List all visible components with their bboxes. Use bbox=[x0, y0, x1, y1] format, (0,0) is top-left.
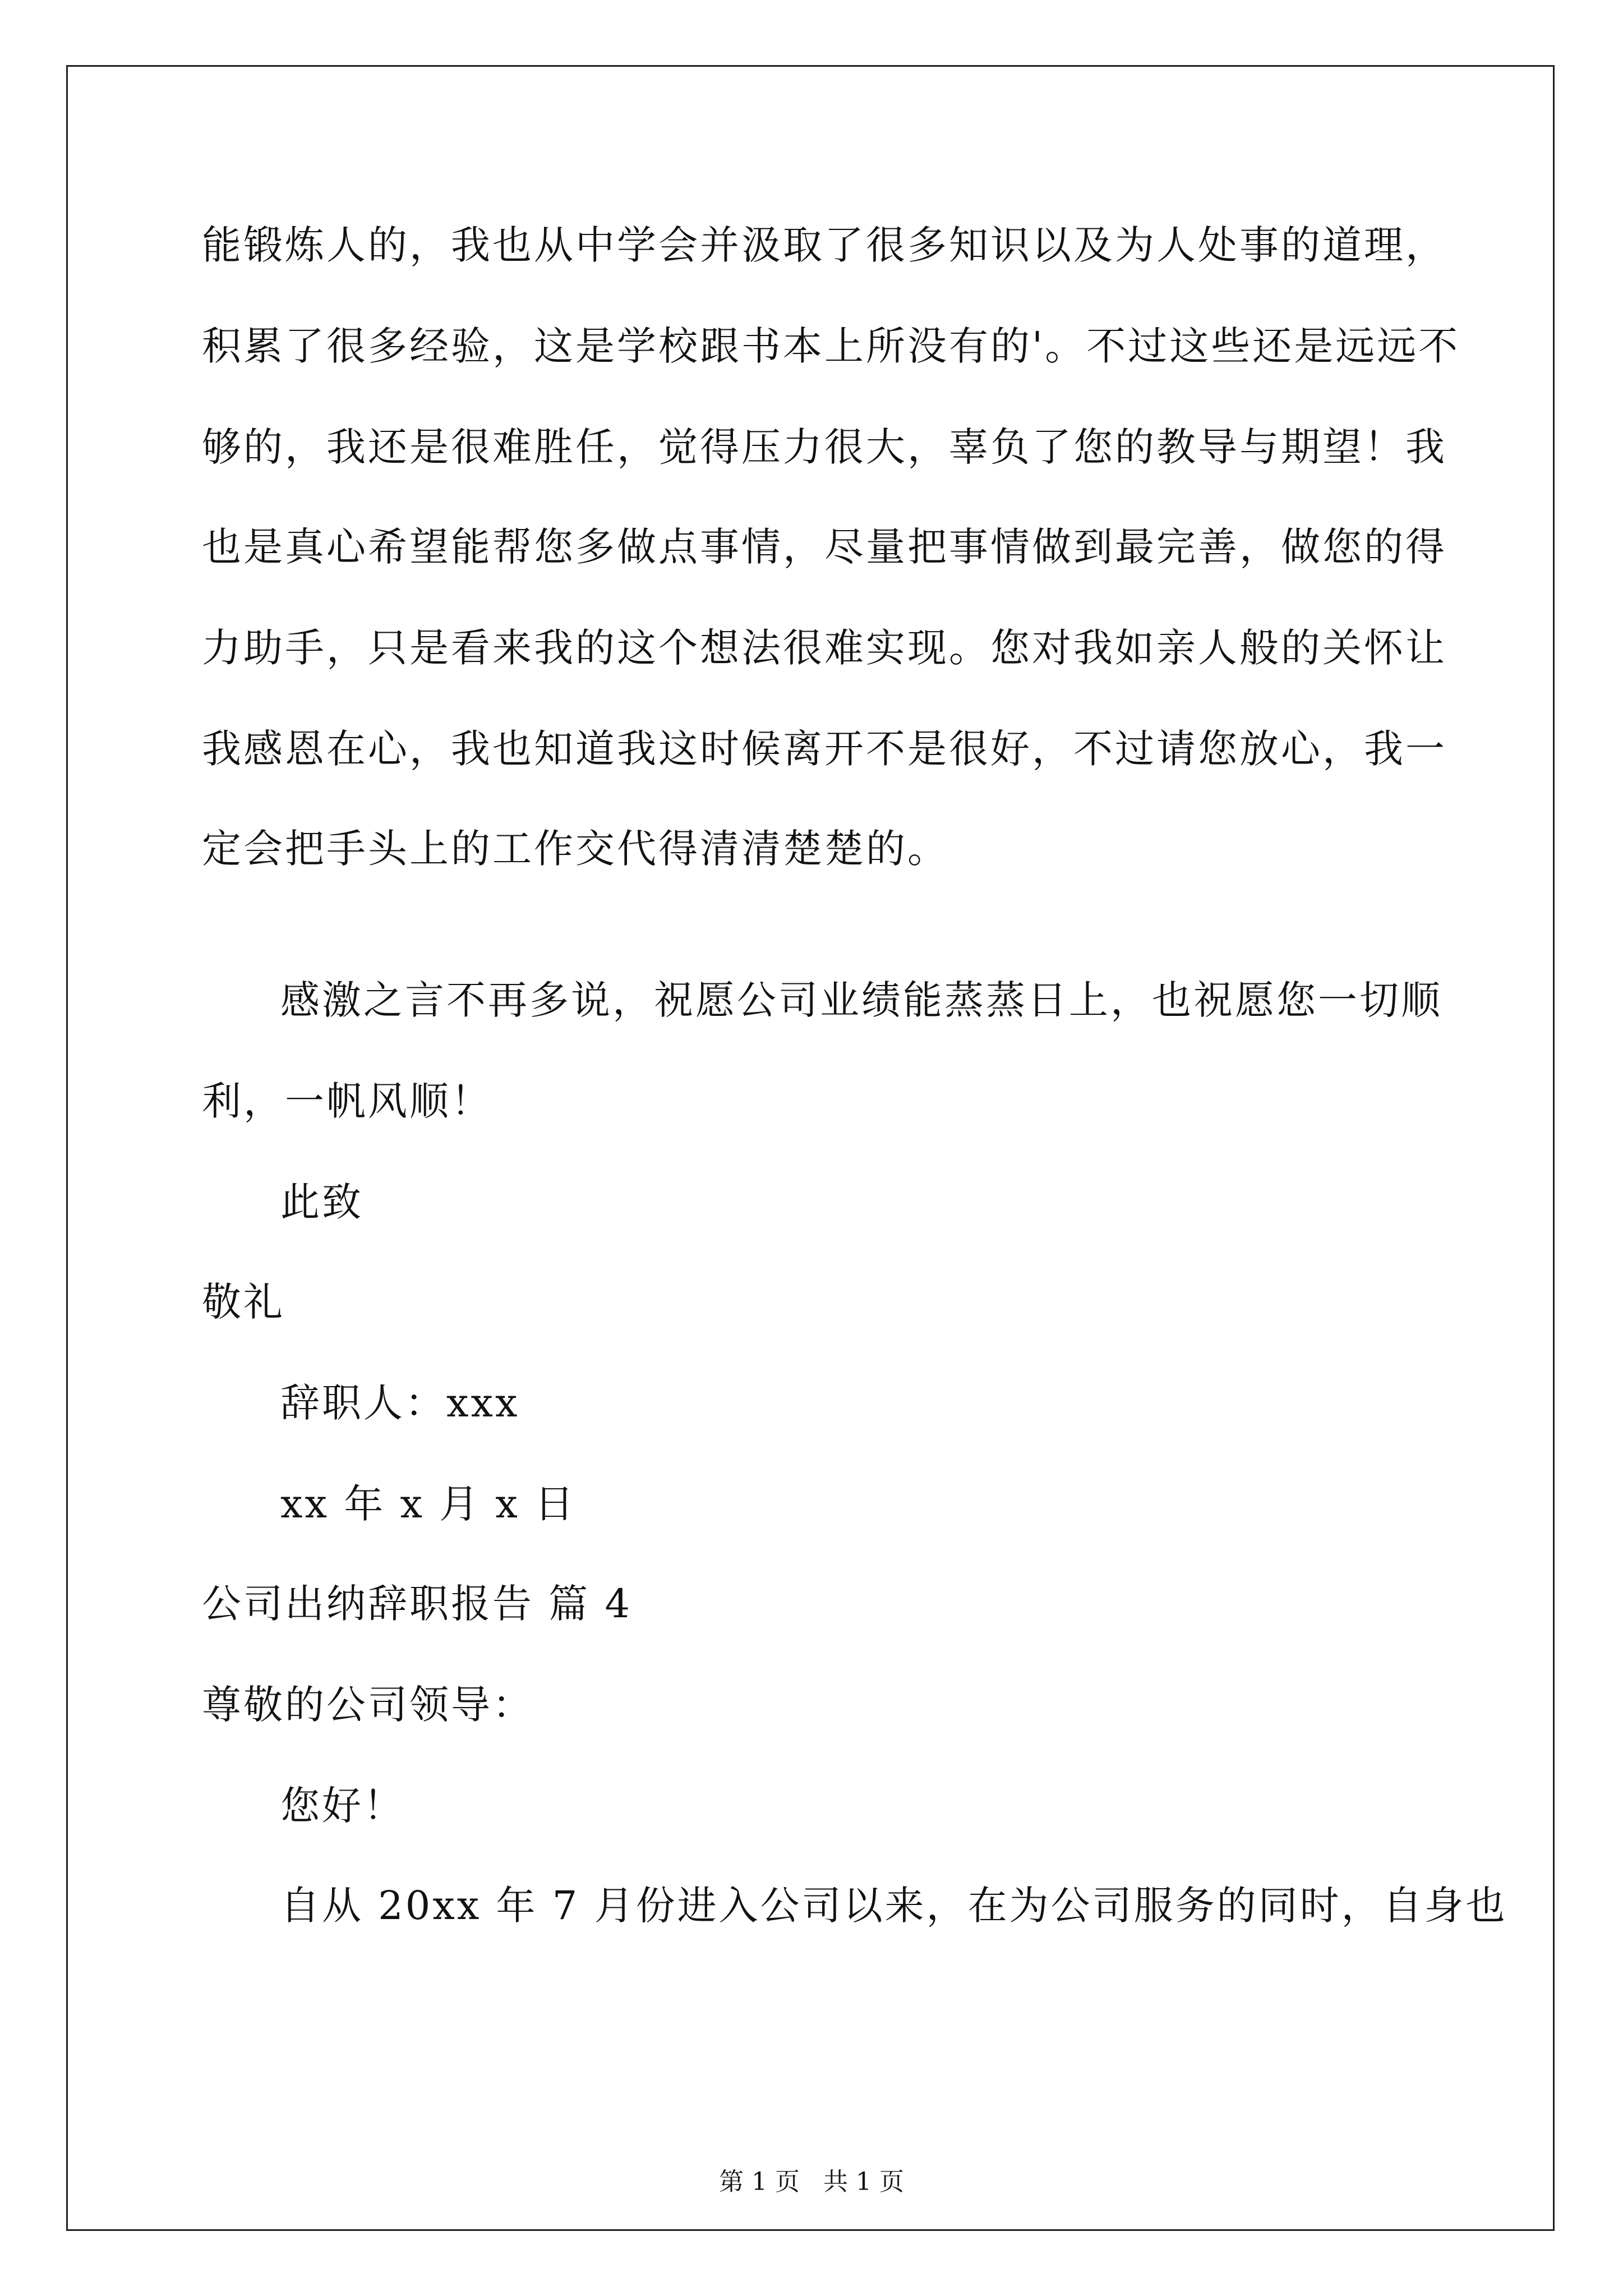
body-line: 力助手，只是看来我的这个想法很难实现。您对我如亲人般的关怀让 bbox=[202, 625, 1447, 671]
body-line: 定会把手头上的工作交代得清清楚楚的。 bbox=[202, 826, 949, 872]
body-line: 感激之言不再多说，祝愿公司业绩能蒸蒸日上，也祝愿您一切顺 bbox=[280, 977, 1442, 1023]
signature-name: 辞职人：xxx bbox=[280, 1380, 520, 1426]
body-line: 也是真心希望能帮您多做点事情，尽量把事情做到最完善，做您的得 bbox=[202, 524, 1447, 570]
page-footer: 第 1 页 共 1 页 bbox=[719, 2168, 904, 2196]
body-line: 自从 20xx 年 7 月份进入公司以来，在为公司服务的同时，自身也 bbox=[280, 1883, 1507, 1929]
body-line: 够的，我还是很难胜任，觉得压力很大，辜负了您的教导与期望！我 bbox=[202, 424, 1447, 470]
signature-date: xx 年 x 月 x 日 bbox=[280, 1481, 577, 1527]
body-line: 我感恩在心，我也知道我这时候离开不是很好，不过请您放心，我一 bbox=[202, 726, 1447, 772]
section-heading: 公司出纳辞职报告 篇 4 bbox=[202, 1581, 633, 1627]
body-line: 利，一帆风顺！ bbox=[202, 1078, 492, 1124]
closing-salutation: 此致 bbox=[280, 1179, 363, 1225]
greeting-line: 尊敬的公司领导： bbox=[202, 1682, 534, 1728]
closing-regards: 敬礼 bbox=[202, 1279, 285, 1325]
body-line: 积累了很多经验，这是学校跟书本上所没有的'。不过这些还是远远不 bbox=[202, 323, 1460, 369]
greeting-line: 您好！ bbox=[280, 1783, 405, 1829]
body-line: 能锻炼人的，我也从中学会并汲取了很多知识以及为人处事的道理， bbox=[202, 222, 1447, 268]
